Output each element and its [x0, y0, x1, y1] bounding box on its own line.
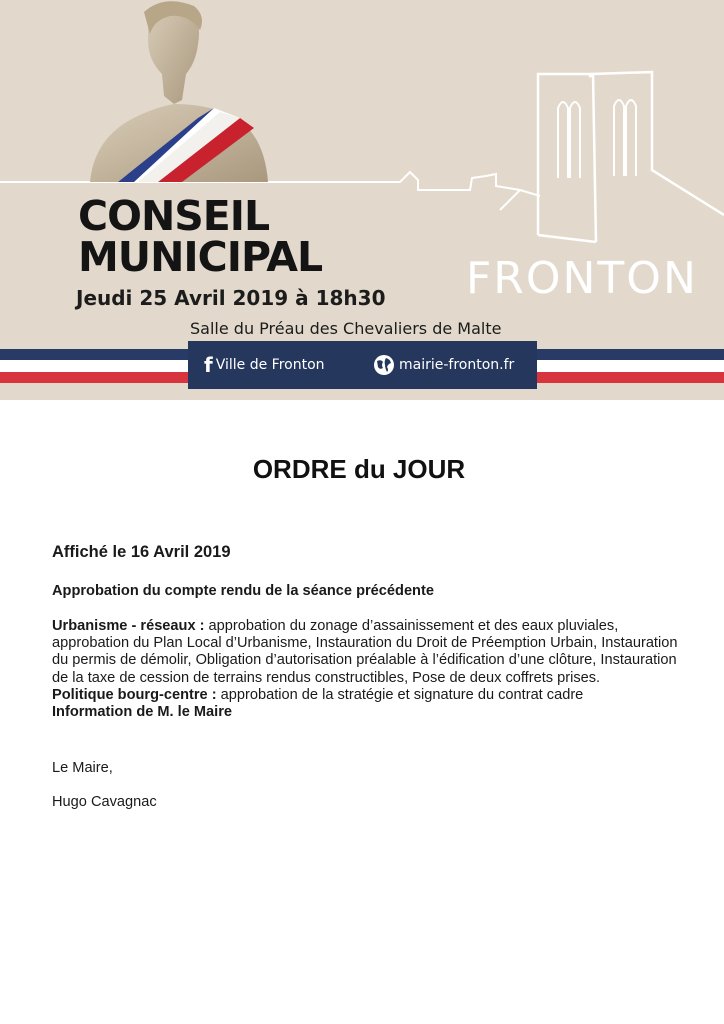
title-line-1: CONSEIL: [78, 192, 270, 240]
posted-date: Affiché le 16 Avril 2019: [52, 543, 231, 561]
social-links-bar: [188, 341, 537, 389]
meeting-venue: Salle du Préau des Chevaliers de Malte: [190, 319, 502, 338]
website-link[interactable]: [372, 353, 514, 377]
agenda-items: [52, 618, 692, 721]
agenda-item-text: approbation du zonage d’assainissement et des eaux pluviales, approbation du Plan Local d’Urbanisme, Instauration du Droit de Préemption Urbain, Instauration du permis de démolir, Obligation d’autorisation préalable à l’édification d’une clôture, Instauration de la taxe de cession de terrains rendus constructibles, Pose de deux coffrets prises.: [52, 618, 678, 686]
approval-item: Approbation du compte rendu de la séance précédente: [52, 583, 434, 599]
town-name-logo: FRONTON: [466, 253, 698, 304]
marianne-bust-image: [78, 0, 278, 182]
agenda-item-label: Urbanisme - réseaux :: [52, 618, 205, 634]
agenda-item-label: Information de M. le Maire: [52, 704, 233, 721]
facebook-icon: f: [204, 353, 213, 377]
meeting-date: Jeudi 25 Avril 2019 à 18h30: [76, 286, 386, 310]
mayor-name: Hugo Cavagnac: [52, 794, 157, 810]
poster-header: [0, 0, 724, 400]
agenda-item-policy: [52, 687, 692, 704]
agenda-item-label: Politique bourg-centre :: [52, 686, 217, 703]
agenda-item-text: approbation de la stratégie et signature du contrat cadre: [216, 686, 584, 703]
facebook-link[interactable]: [204, 355, 325, 375]
mayor-label: Le Maire,: [52, 760, 113, 776]
title-line-2: MUNICIPAL: [78, 233, 323, 281]
agenda-item-urbanism: [52, 618, 692, 687]
agenda-title: ORDRE du JOUR: [252, 454, 466, 484]
facebook-label: Ville de Fronton: [215, 357, 325, 373]
poster-title: [78, 192, 323, 281]
website-label: mairie-fronton.fr: [399, 357, 515, 373]
agenda-item-information: [52, 704, 692, 721]
globe-icon: [372, 353, 396, 377]
